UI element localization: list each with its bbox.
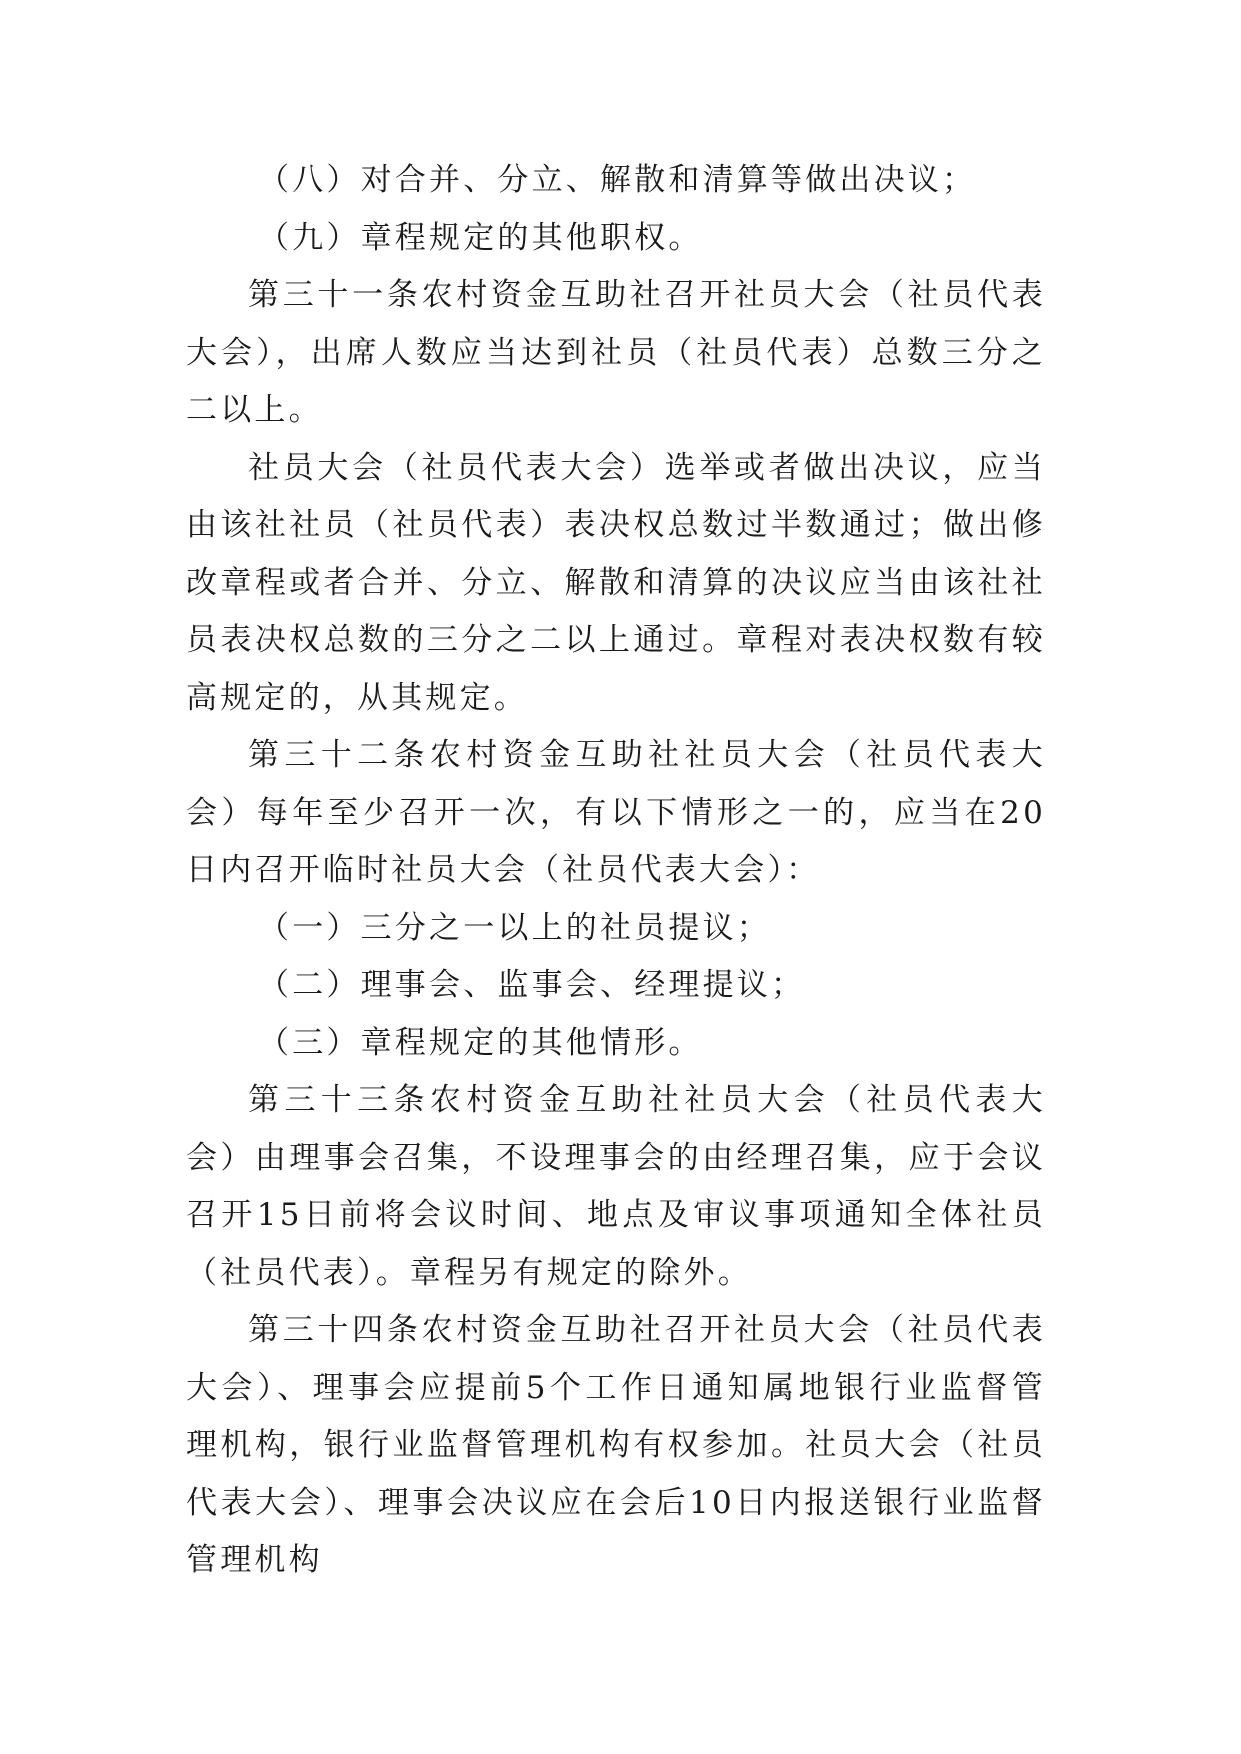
article-33: 第三十三条农村资金互助社社员大会（社员代表大会）由理事会召集，不设理事会的由经理召集，应于会议召开15日前将会议时间、地点及审议事项通知全体社员（社员代表）。章程另有规定的除外。 <box>186 1082 1046 1291</box>
article-34: 第三十四条农村资金互助社召开社员大会（社员代表大会）、理事会应提前5个工作日通知属地银行业监督管理机构，银行业监督管理机构有权参加。社员大会（社员代表大会）、理事会决议应在会后10日内报送银行业监督管理机构 <box>186 1312 1046 1578</box>
clause-item-9: （九）章程规定的其他职权。 <box>258 219 703 256</box>
article-32: 第三十二条农村资金互助社社员大会（社员代表大会）每年至少召开一次，有以下情形之一的，应当在20日内召开临时社员大会（社员代表大会）： <box>186 737 1046 888</box>
article-31-paragraph-2: 社员大会（社员代表大会）选举或者做出决议，应当由该社社员（社员代表）表决权总数过半数通过；做出修改章程或者合并、分立、解散和清算的决议应当由该社社员表决权总数的三分之二以上通过。章程对表决权数有较高规定的，从其规定。 <box>186 449 1046 716</box>
clause-item-1: （一）三分之一以上的社员提议； <box>258 909 771 946</box>
clause-item-3: （三）章程规定的其他情形。 <box>258 1024 703 1061</box>
document-body <box>186 152 1046 1590</box>
clause-item-2: （二）理事会、监事会、经理提议； <box>258 967 806 1003</box>
article-31: 第三十一条农村资金互助社召开社员大会（社员代表大会），出席人数应当达到社员（社员代表）总数三分之二以上。 <box>186 277 1046 428</box>
clause-item-8: （八）对合并、分立、解散和清算等做出决议； <box>258 162 977 198</box>
